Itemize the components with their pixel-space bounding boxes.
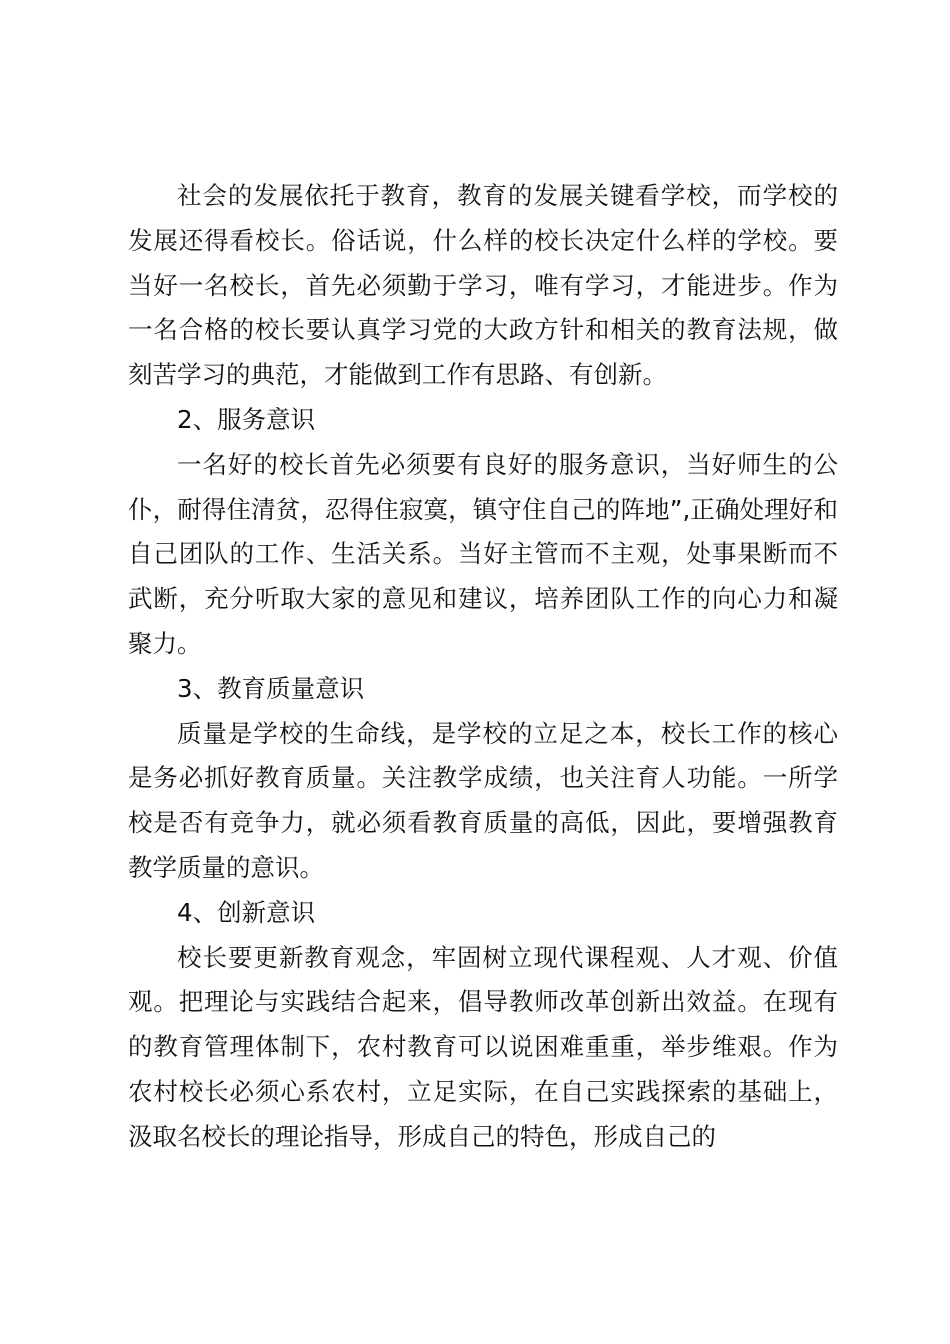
paragraph-innovation: 校长要更新教育观念，牢固树立现代课程观、人才观、价值观。把理论与实践结合起来，倡导教师改革创新出效益。在现有的教育管理体制下，农村教育可以说困难重重，举步维艰。作为农村校长必须心系农村，立足实际，在自己实践探索的基础上，汲取名校长的理论指导，形成自己的特色，形成自己的 bbox=[128, 942, 838, 1151]
paragraph-service: 一名好的校长首先必须要有良好的服务意识，当好师生的公仆，耐得住清贫，忍得住寂寞，镇守住自己的阵地”,正确处理好和自己团队的工作、生活关系。当好主管而不主观，处事果断而不武断，充分听取大家的意见和建议，培养团队工作的向心力和凝聚力。 bbox=[128, 449, 838, 658]
paragraph-quality: 质量是学校的生命线，是学校的立足之本，校长工作的核心是务必抓好教育质量。关注教学成绩，也关注育人功能。一所学校是否有竞争力，就必须看教育质量的高低，因此，要增强教育教学质量的意识。 bbox=[128, 718, 838, 882]
paragraph-intro: 社会的发展依托于教育，教育的发展关键看学校，而学校的发展还得看校长。俗话说，什么样的校长决定什么样的学校。要当好一名校长，首先必须勤于学习，唯有学习，才能进步。作为一名合格的校长要认真学习党的大政方针和相关的教育法规，做刻苦学习的典范，才能做到工作有思路、有创新。 bbox=[128, 181, 838, 390]
document-page bbox=[128, 174, 838, 1160]
section-heading-quality: 3、教育质量意识 bbox=[177, 673, 365, 703]
section-heading-service: 2、服务意识 bbox=[177, 404, 316, 434]
section-heading-innovation: 4、创新意识 bbox=[177, 897, 316, 927]
